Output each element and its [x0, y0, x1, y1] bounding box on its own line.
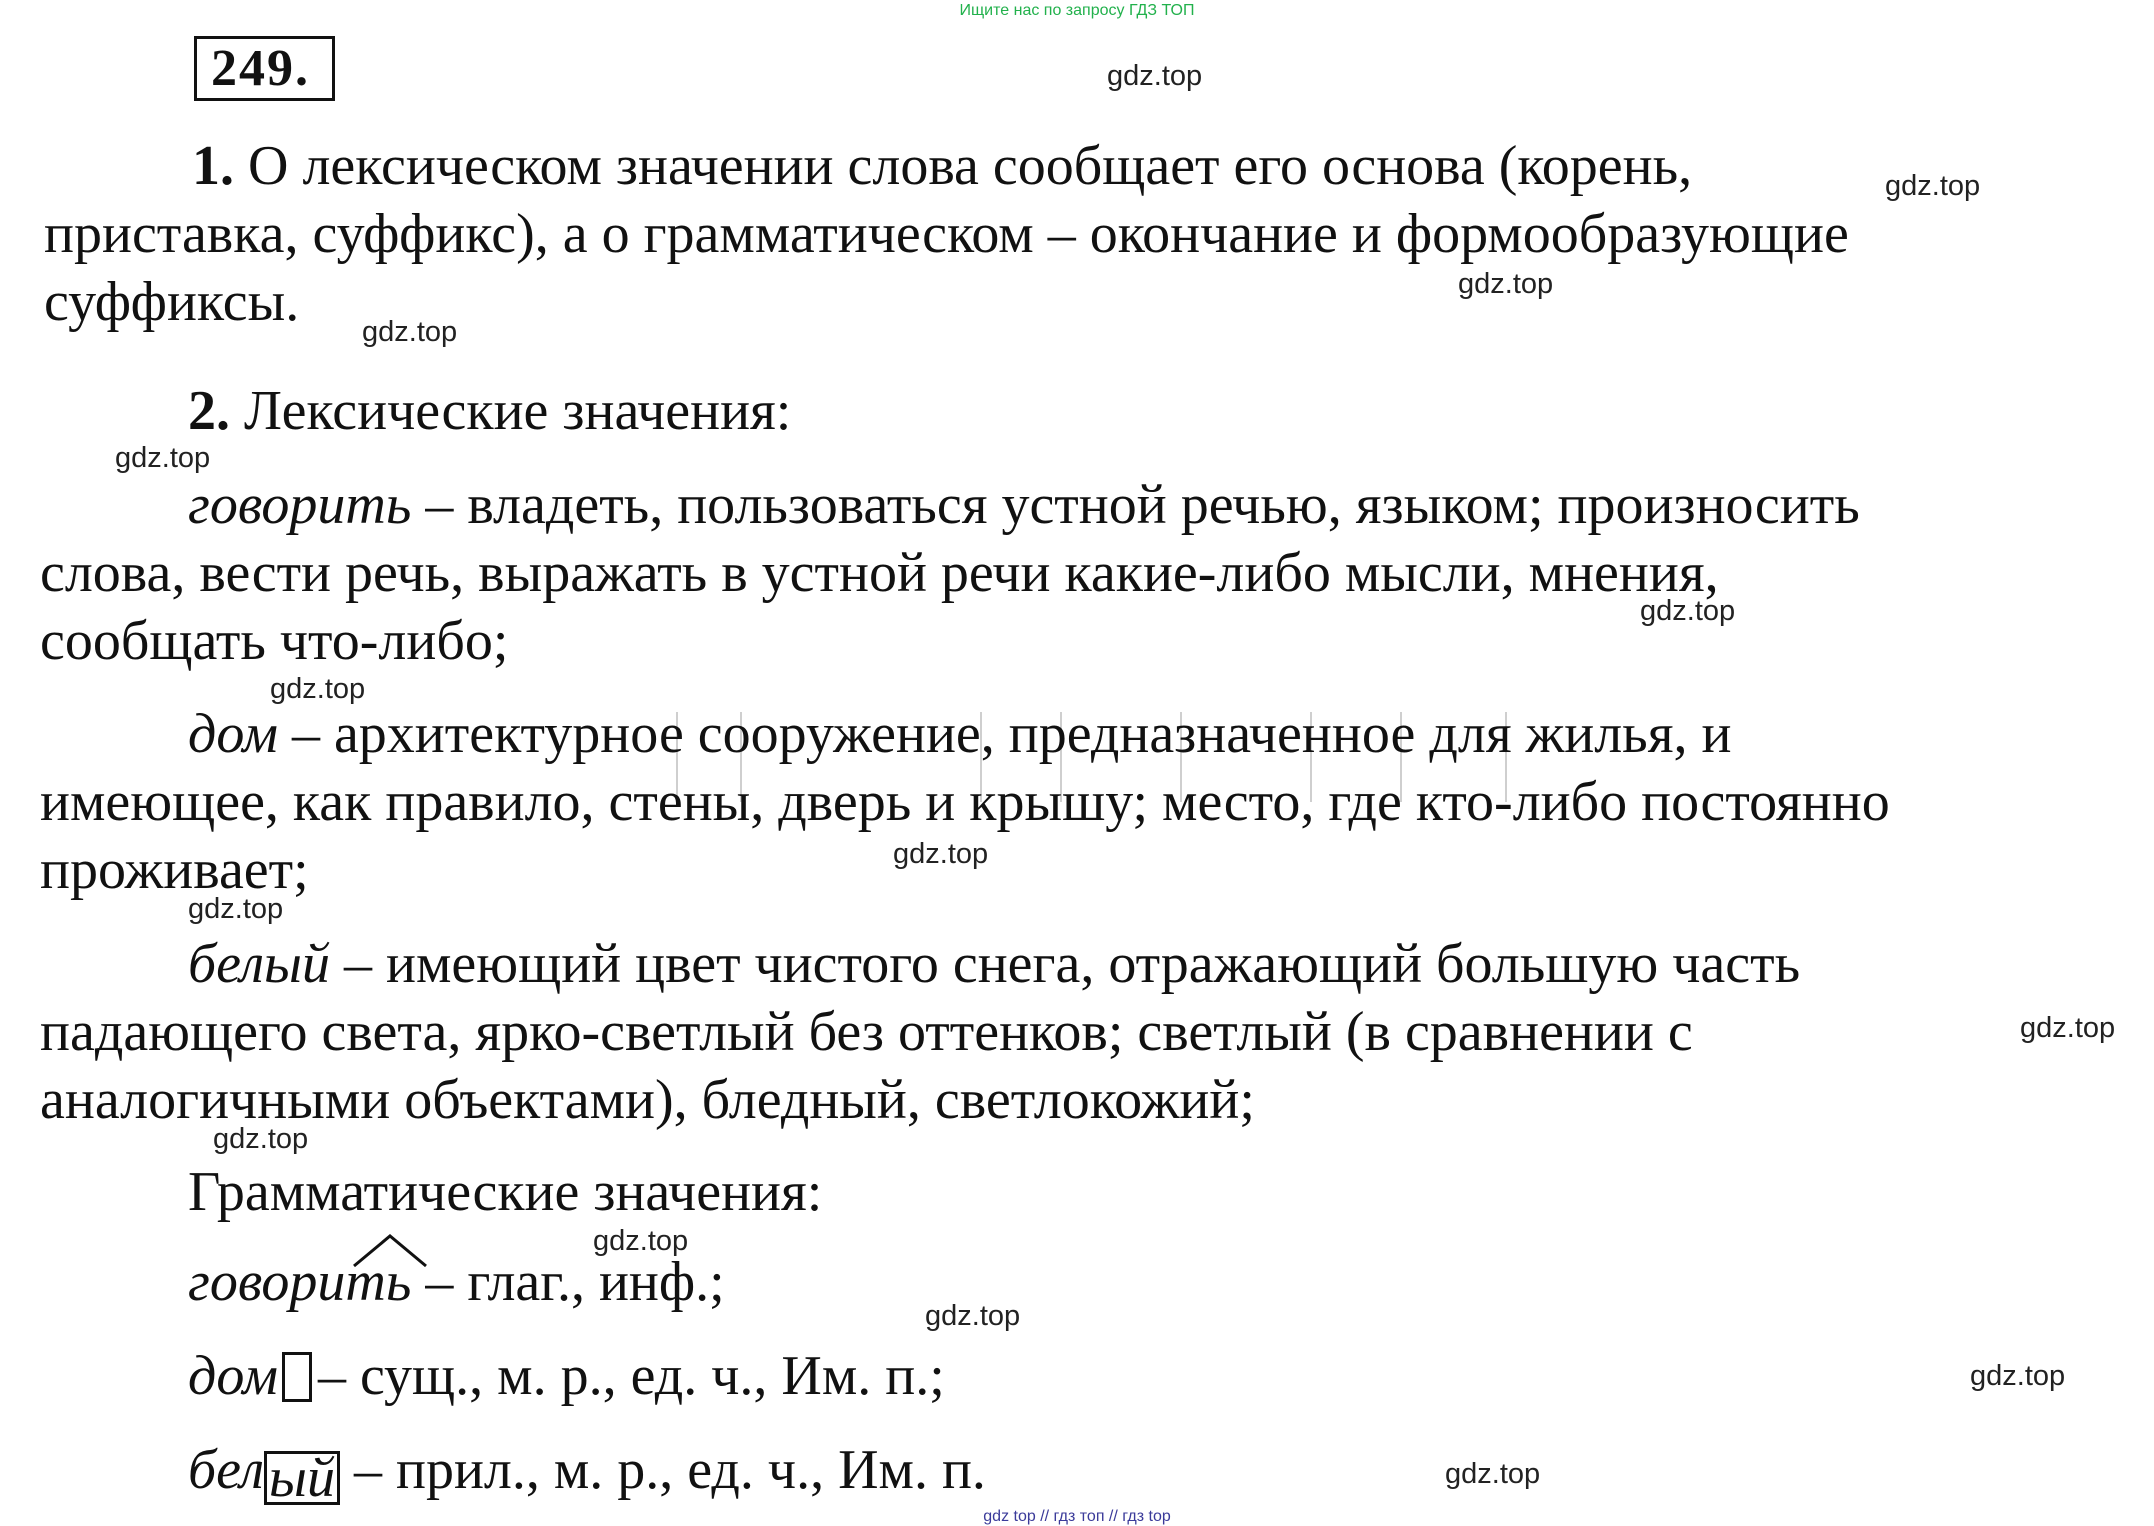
lex-bely-word: белый: [188, 933, 330, 995]
gram-dom-desc: – сущ., м. р., ед. ч., Им. п.;: [317, 1345, 945, 1407]
p2-heading: Лексические значения:: [244, 380, 792, 442]
lex-dom-def: – архитектурное сооружение, предназначенное для жилья, и: [291, 703, 1732, 765]
zero-ending-box: [282, 1352, 312, 1402]
gram-govorit-desc: – глаг., инф.;: [425, 1251, 725, 1313]
gram-dom-word: дом: [188, 1345, 278, 1407]
gram-bely-ending: ый: [264, 1451, 340, 1505]
lex-bely-line-2: падающего света, ярко-светлый без оттенков; светлый (в сравнении с: [40, 1001, 1693, 1063]
lex-dom-line-3: проживает;: [40, 839, 309, 901]
watermark: gdz.top: [1107, 60, 1203, 92]
lex-govorit-line-1: [188, 471, 1860, 539]
watermark: gdz.top: [893, 838, 989, 870]
p1-text: О лексическом значении слова сообщает его основа (корень,: [248, 135, 1693, 197]
watermark: gdz.top: [925, 1300, 1021, 1332]
lex-govorit-line-3: сообщать что-либо;: [40, 610, 509, 672]
lex-govorit-line-2: слова, вести речь, выражать в устной речи какие-либо мысли, мнения,: [40, 542, 1719, 604]
lex-bely-def: – имеющий цвет чистого снега, отражающий большую часть: [343, 933, 1801, 995]
watermark: gdz.top: [115, 442, 211, 474]
suffix-arc-mark: [350, 1230, 430, 1270]
footer: gdz top // гдз топ // гдз top: [983, 1508, 1171, 1525]
lex-dom-line-2: имеющее, как правило, стены, дверь и крышу; место, где кто-либо постоянно: [40, 771, 1890, 833]
gram-govorit-suffix: ть: [345, 1251, 412, 1313]
watermark: gdz.top: [1640, 595, 1736, 627]
p1-line-3: суффиксы.: [44, 271, 300, 333]
watermark: gdz.top: [593, 1225, 689, 1257]
watermark: gdz.top: [188, 893, 284, 925]
lex-bely-line-3: аналогичными объектами), бледный, светлокожий;: [40, 1069, 1255, 1131]
p1-number: 1.: [192, 135, 234, 197]
gram-dom-line: [188, 1342, 945, 1410]
gram-govorit-line: [188, 1248, 725, 1316]
p2-heading-line: [188, 377, 791, 445]
watermark: gdz.top: [213, 1123, 309, 1155]
lex-govorit-word: говорить: [188, 474, 412, 536]
watermark: gdz.top: [2020, 1012, 2116, 1044]
exercise-number: 249.: [194, 36, 335, 101]
gram-bely-line: [188, 1436, 986, 1509]
lex-govorit-def: – владеть, пользоваться устной речью, языком; произносить: [425, 474, 1860, 536]
watermark: gdz.top: [1970, 1360, 2066, 1392]
gram-heading: Грамматические значения:: [188, 1161, 823, 1223]
watermark: gdz.top: [1458, 268, 1554, 300]
top-banner: Ищите нас по запросу ГДЗ ТОП: [959, 2, 1195, 19]
watermark: gdz.top: [1445, 1458, 1541, 1490]
p1-line-1: [192, 132, 1692, 200]
gram-bely-stem: бел: [188, 1439, 265, 1501]
gram-bely-desc: – прил., м. р., ед. ч., Им. п.: [353, 1439, 986, 1501]
lex-dom-line-1: [188, 700, 1731, 768]
lex-dom-word: дом: [188, 703, 278, 765]
watermark: gdz.top: [362, 316, 458, 348]
p2-number: 2.: [188, 380, 230, 442]
gram-govorit-stem: говори: [188, 1251, 346, 1313]
p1-line-2: приставка, суффикс), а о грамматическом – окончание и формообразующие: [44, 203, 1849, 265]
lex-bely-line-1: [188, 930, 1800, 998]
watermark: gdz.top: [1885, 170, 1981, 202]
watermark: gdz.top: [270, 673, 366, 705]
